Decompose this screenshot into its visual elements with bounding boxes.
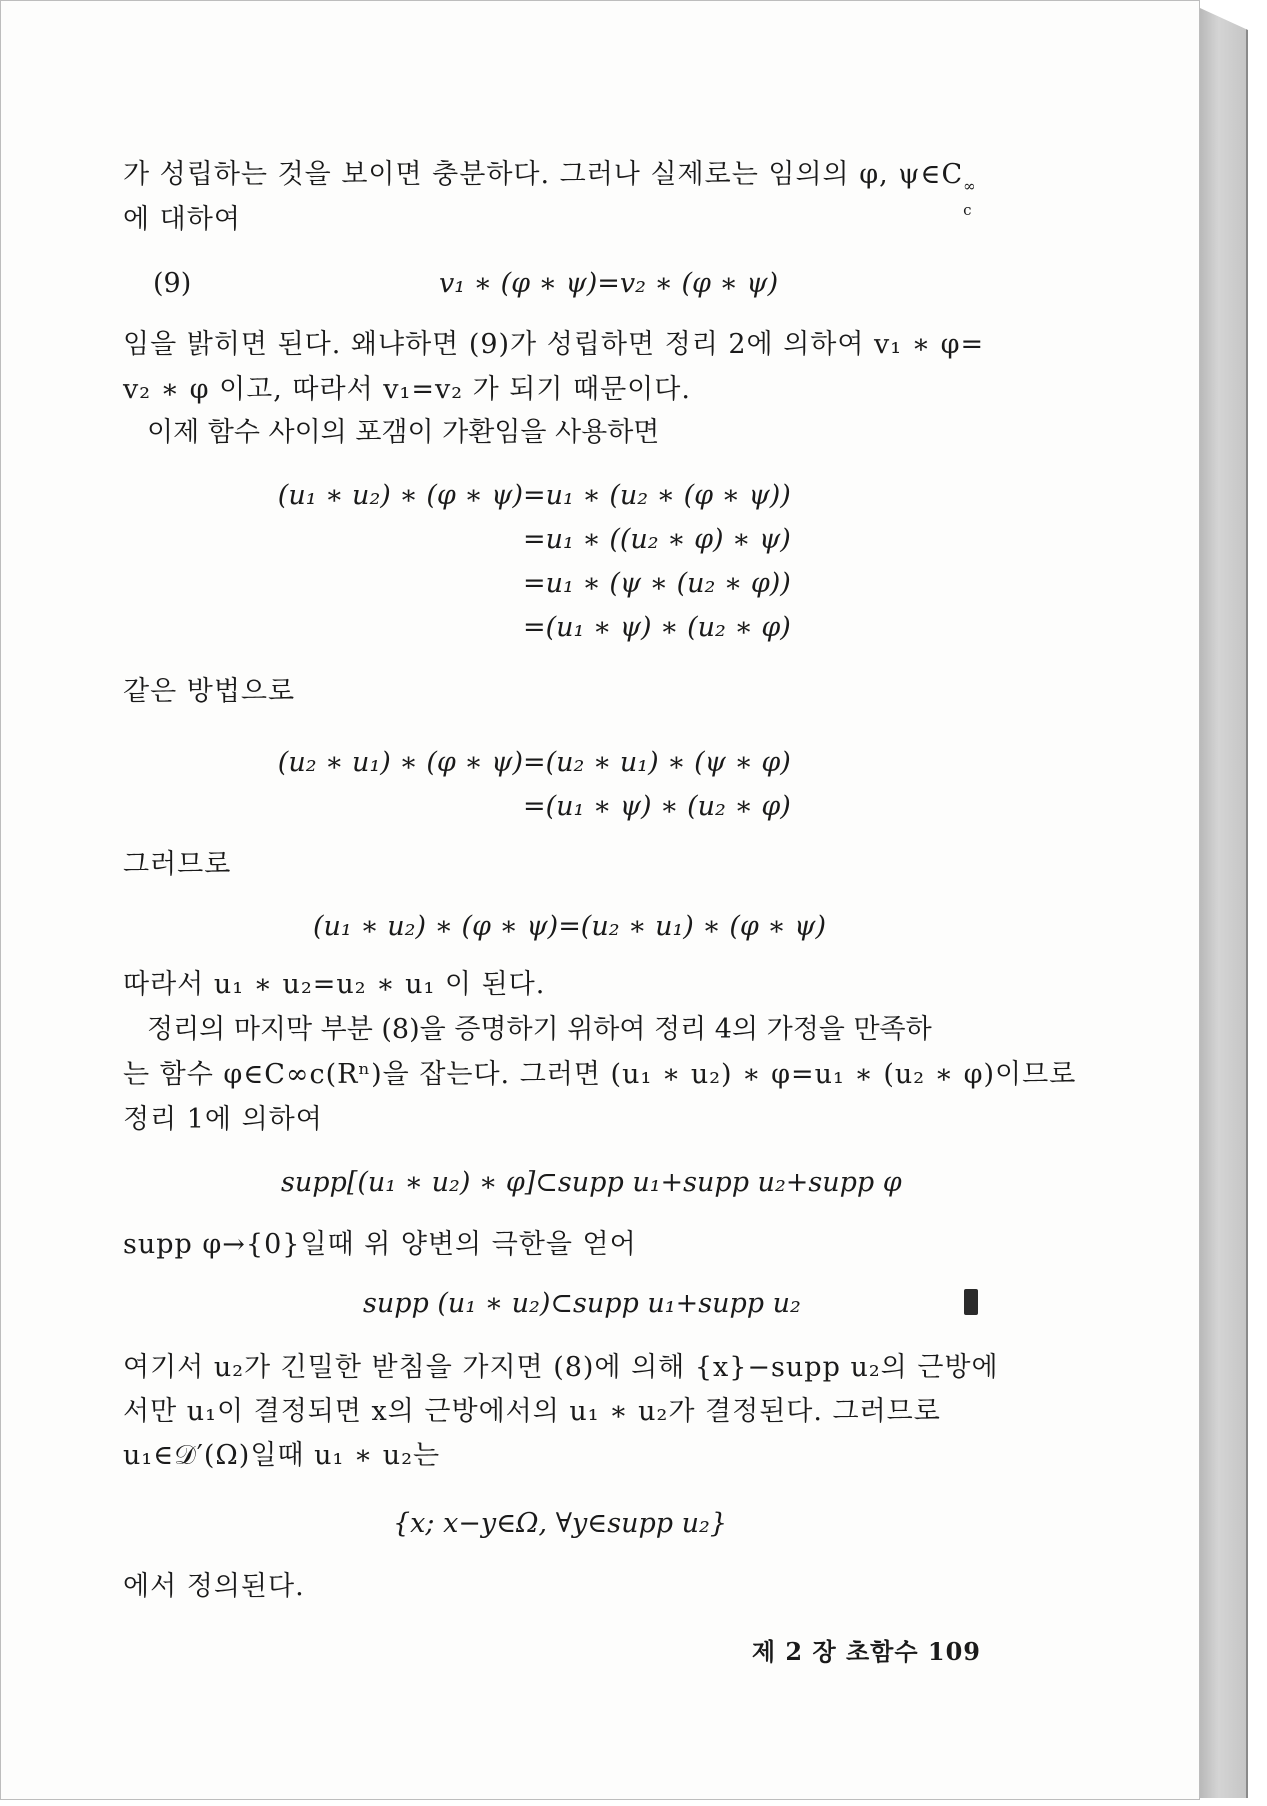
text-line-content: 가 성립하는 것을 보이면 충분하다. 그러나 실제로는 임의의 φ, ψ∈C bbox=[123, 159, 964, 190]
equation-lhs: (u₂ ∗ u₁) ∗ (φ ∗ ψ) bbox=[277, 747, 523, 778]
text-line: 같은 방법으로 bbox=[123, 676, 296, 707]
text-line: supp φ→{0}일때 위 양변의 극한을 얻어 bbox=[123, 1229, 637, 1260]
equation-rhs: =u₁ ∗ (ψ ∗ (u₂ ∗ φ)) bbox=[523, 568, 791, 599]
text-line: 정리 1에 의하여 bbox=[123, 1104, 323, 1135]
equation-commutative: (u₁ ∗ u₂) ∗ (φ ∗ ψ)=(u₂ ∗ u₁) ∗ (φ ∗ ψ) bbox=[313, 911, 826, 942]
equation-rhs: =u₁ ∗ (u₂ ∗ (φ ∗ ψ)) bbox=[523, 480, 791, 511]
text-line: 그러므로 bbox=[123, 849, 232, 880]
text-line: 는 함수 φ∈C∞c(Rⁿ)을 잡는다. 그러면 (u₁ ∗ u₂) ∗ φ=u₁ ∗ (u₂ ∗ φ)이므로 bbox=[123, 1059, 1077, 1090]
superscript: ∞ bbox=[963, 177, 977, 195]
page-stack-edge bbox=[1200, 8, 1248, 1798]
text-line bbox=[123, 158, 979, 219]
text-line: 이제 함수 사이의 포갬이 가환임을 사용하면 bbox=[147, 417, 660, 448]
text-line: v₂ ∗ φ 이고, 따라서 v₁=v₂ 가 되기 때문이다. bbox=[123, 374, 691, 405]
equation-9: v₁ ∗ (φ ∗ ψ)=v₂ ∗ (φ ∗ ψ) bbox=[439, 268, 779, 299]
equation-rhs: =(u₂ ∗ u₁) ∗ (ψ ∗ φ) bbox=[523, 747, 791, 778]
text-line: 에서 정의된다. bbox=[123, 1571, 305, 1602]
equation-support: supp[(u₁ ∗ u₂) ∗ φ]⊂supp u₁+supp u₂+supp φ bbox=[281, 1167, 902, 1198]
margin-mark bbox=[964, 1289, 978, 1315]
equation-domain-set: {x; x−y∈Ω, ∀y∈supp u₂} bbox=[393, 1508, 728, 1539]
equation-lhs: (u₁ ∗ u₂) ∗ (φ ∗ ψ) bbox=[277, 480, 523, 511]
text-line: 따라서 u₁ ∗ u₂=u₂ ∗ u₁ 이 된다. bbox=[123, 969, 546, 1000]
text-line: 서만 u₁이 결정되면 x의 근방에서의 u₁ ∗ u₂가 결정된다. 그러므로 bbox=[123, 1396, 941, 1427]
page-footer: 제 2 장 초함수 109 bbox=[751, 1637, 981, 1666]
subscript: c bbox=[963, 201, 973, 219]
text-line: 여기서 u₂가 긴밀한 받침을 가지면 (8)에 의해 {x}−supp u₂의 근방에 bbox=[123, 1352, 999, 1383]
equation-number: (9) bbox=[153, 268, 192, 299]
equation-rhs: =u₁ ∗ ((u₂ ∗ φ) ∗ ψ) bbox=[523, 524, 791, 555]
equation-rhs: =(u₁ ∗ ψ) ∗ (u₂ ∗ φ) bbox=[523, 791, 791, 822]
text-line: 정리의 마지막 부분 (8)을 증명하기 위하여 정리 4의 가정을 만족하 bbox=[147, 1014, 932, 1045]
text-line: 임을 밝히면 된다. 왜냐하면 (9)가 성립하면 정리 2에 의하여 v₁ ∗ φ= bbox=[123, 329, 985, 360]
equation-rhs: =(u₁ ∗ ψ) ∗ (u₂ ∗ φ) bbox=[523, 612, 791, 643]
text-line: 에 대하여 bbox=[123, 204, 241, 235]
text-line: u₁∈𝒟′(Ω)일때 u₁ ∗ u₂는 bbox=[123, 1440, 441, 1471]
equation-support-limit: supp (u₁ ∗ u₂)⊂supp u₁+supp u₂ bbox=[363, 1288, 801, 1319]
